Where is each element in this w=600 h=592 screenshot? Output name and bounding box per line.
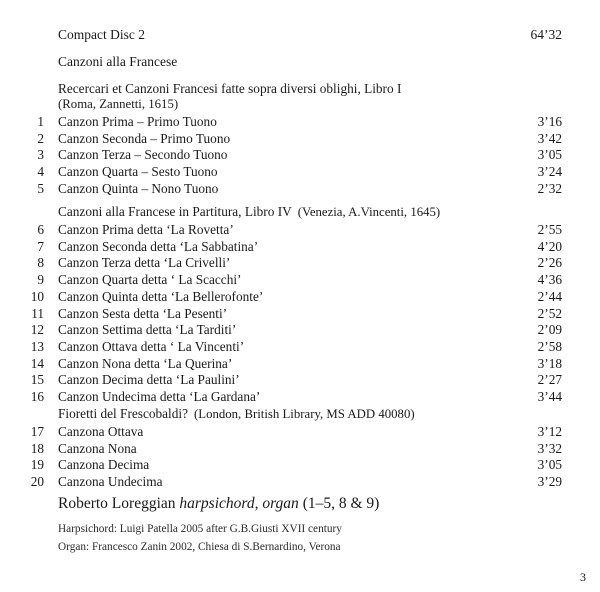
- track-row: [0, 474, 600, 491]
- section-subtitle: (Roma, Zannetti, 1615): [58, 97, 179, 111]
- section-title: [58, 204, 440, 220]
- track-title: Canzon Terza detta ‘La Crivelli’: [58, 255, 231, 271]
- track-title: Canzon Terza – Secondo Tuono: [58, 147, 228, 163]
- performer-instruments: harpsichord, organ: [179, 495, 299, 512]
- track-duration: 2’58: [537, 338, 562, 354]
- track-number: 12: [30, 322, 44, 338]
- track-duration: 3’24: [537, 164, 562, 180]
- instrument-note: Organ: Francesco Zanin 2002, Chiesa di S.Bernardino, Verona: [58, 541, 341, 553]
- section-title-text: Canzoni alla Francese in Partitura, Libro IV: [58, 204, 292, 219]
- track-row: [0, 222, 600, 239]
- track-duration: 2’52: [537, 305, 562, 321]
- track-title: Canzona Undecima: [58, 474, 163, 490]
- track-number: 8: [37, 255, 44, 271]
- track-title: Canzon Settima detta ‘La Tarditi’: [58, 322, 237, 338]
- track-row: [0, 255, 600, 272]
- track-title: Canzon Prima detta ‘La Rovetta’: [58, 222, 234, 237]
- track-number: 1: [37, 114, 44, 129]
- track-row: [0, 272, 600, 289]
- track-duration: 3’05: [537, 147, 562, 163]
- track-title: Canzon Prima – Primo Tuono: [58, 114, 217, 129]
- section-title-text: Fioretti del Frescobaldi?: [58, 406, 188, 421]
- track-duration: 2’27: [537, 372, 562, 388]
- track-row: [0, 356, 600, 373]
- track-row: [0, 306, 600, 323]
- track-row: [0, 372, 600, 389]
- track-row: [0, 389, 600, 406]
- track-number: 13: [30, 338, 44, 354]
- section-subtitle: (Venezia, A.Vincenti, 1645): [297, 205, 441, 219]
- track-duration: 2’44: [537, 288, 562, 304]
- track-row: [0, 457, 600, 474]
- track-row: [0, 181, 600, 198]
- track-number: 16: [30, 389, 44, 404]
- track-row: [0, 147, 600, 164]
- track-duration: 4’20: [537, 238, 562, 254]
- track-number: 17: [30, 424, 44, 439]
- track-duration: 2’09: [537, 322, 562, 338]
- track-title: Canzona Nona: [58, 440, 137, 456]
- track-duration: 2’32: [537, 180, 562, 196]
- track-title: Canzon Nona detta ‘La Querina’: [58, 355, 233, 371]
- performer-tracks: (1–5, 8 & 9): [302, 495, 380, 512]
- track-number: 14: [30, 355, 44, 371]
- track-title: Canzon Sesta detta ‘La Pesenti’: [58, 305, 228, 321]
- track-number: 7: [37, 238, 44, 254]
- track-title: Canzon Quinta – Nono Tuono: [58, 180, 219, 196]
- page-number: 3: [580, 570, 586, 584]
- track-duration: 4’36: [537, 272, 562, 288]
- track-title: Canzon Seconda detta ‘La Sabbatina’: [58, 238, 259, 254]
- track-row: [0, 441, 600, 458]
- track-number: 20: [30, 474, 44, 490]
- section-subtitle: (London, British Library, MS ADD 40080): [193, 407, 415, 421]
- track-title: Canzona Decima: [58, 457, 150, 473]
- track-title: Canzon Ottava detta ‘ La Vincenti’: [58, 338, 245, 354]
- track-duration: 2’26: [537, 255, 562, 271]
- track-row: [0, 164, 600, 181]
- track-duration: 3’12: [537, 424, 562, 439]
- track-row: [0, 114, 600, 131]
- programme-heading: Canzoni alla Francese: [58, 54, 178, 69]
- track-duration: 3’44: [537, 389, 562, 404]
- track-duration: 3’05: [537, 457, 562, 473]
- track-duration: 3’29: [537, 474, 562, 490]
- track-duration: 3’32: [537, 440, 562, 456]
- track-number: 11: [31, 305, 44, 321]
- performer-credit: [58, 495, 379, 513]
- track-title: Canzona Ottava: [58, 424, 144, 439]
- track-title: Canzon Quarta – Sesto Tuono: [58, 164, 218, 180]
- track-number: 15: [30, 372, 44, 388]
- disc-header: [58, 27, 562, 45]
- track-number: 5: [37, 180, 44, 196]
- track-number: 18: [30, 440, 44, 456]
- section-title: [58, 406, 415, 422]
- track-row: [0, 131, 600, 148]
- track-row: [0, 322, 600, 339]
- disc-duration: 64’32: [530, 27, 562, 42]
- track-row: [0, 289, 600, 306]
- track-number: 2: [37, 130, 44, 146]
- track-number: 19: [30, 457, 44, 473]
- track-duration: 3’18: [537, 355, 562, 371]
- track-duration: 3’16: [537, 114, 562, 129]
- track-duration: 2’55: [537, 222, 562, 237]
- track-title: Canzon Quarta detta ‘ La Scacchi’: [58, 272, 242, 288]
- track-number: 6: [37, 222, 44, 237]
- track-row: [0, 424, 600, 441]
- performer-name: Roberto Loreggian: [58, 495, 176, 512]
- track-number: 4: [37, 164, 44, 180]
- track-number: 10: [30, 288, 44, 304]
- section-title: Recercari et Canzoni Francesi fatte sopra diversi oblighi, Libro I: [58, 81, 402, 96]
- track-title: Canzon Undecima detta ‘La Gardana’: [58, 389, 261, 404]
- instrument-note: Harpsichord: Luigi Patella 2005 after G.B.Giusti XVII century: [58, 523, 342, 535]
- disc-title: Compact Disc 2: [58, 27, 145, 42]
- track-duration: 3’42: [537, 130, 562, 146]
- track-number: 3: [37, 147, 44, 163]
- track-title: Canzon Seconda – Primo Tuono: [58, 130, 231, 146]
- track-title: Canzon Decima detta ‘La Paulini’: [58, 372, 240, 388]
- track-row: [0, 339, 600, 356]
- track-title: Canzon Quinta detta ‘La Bellerofonte’: [58, 288, 264, 304]
- track-row: [0, 239, 600, 256]
- track-number: 9: [37, 272, 44, 288]
